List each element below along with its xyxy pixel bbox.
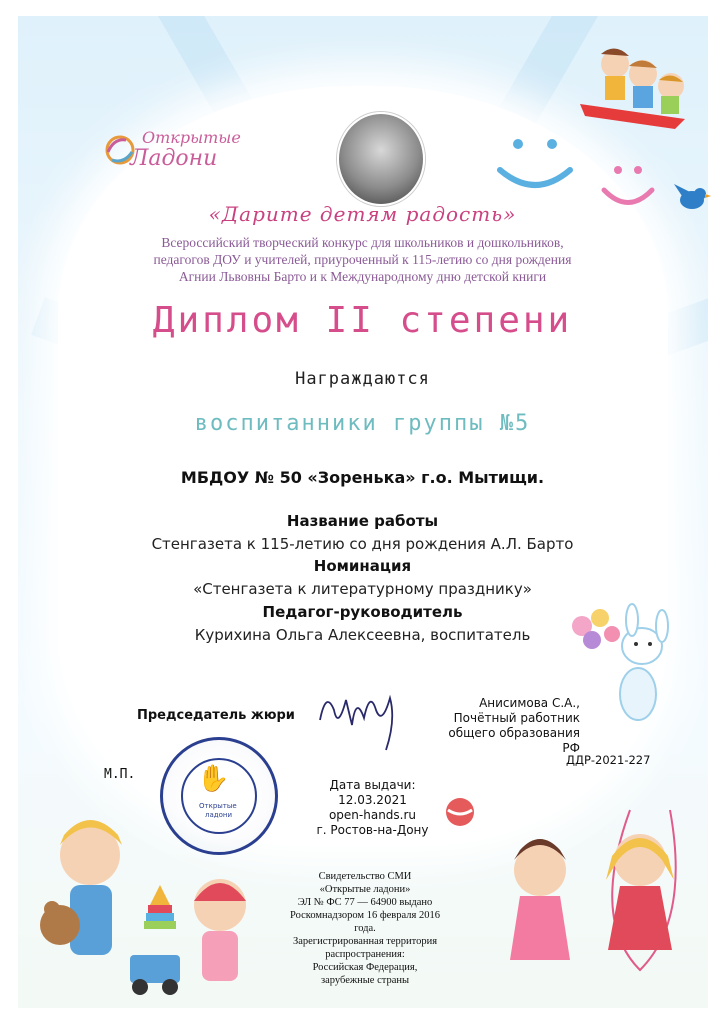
ball-icon [444, 796, 476, 828]
open-palms-logo [100, 120, 260, 180]
media-registration [280, 870, 450, 987]
media-line: Свидетельство СМИ [318, 871, 412, 882]
jury-chairman-title1: Почётный работник [453, 711, 580, 725]
media-line: ЭЛ № ФС 77 — 64900 выдано [297, 897, 433, 908]
issue-website: open-hands.ru [328, 808, 417, 822]
issue-date: Дата выдачи: 12.03.2021 [329, 778, 416, 807]
kids-plane-illustration [575, 34, 695, 134]
media-line: распространения: [325, 949, 405, 960]
jury-signature [316, 680, 406, 755]
teacher-value: Курихина Ольга Алексеевна, воспитатель [194, 626, 531, 644]
nomination-label: Номинация [313, 557, 412, 575]
media-line: Роскомнадзором 16 февраля 2016 года. [290, 910, 440, 934]
smiley-blue-icon [490, 130, 580, 200]
issue-city: г. Ростов-на-Дону [316, 823, 429, 837]
bunny-flowers-illustration [562, 596, 702, 726]
work-title-label: Название работы [286, 512, 439, 530]
girls-jumping-illustration [490, 800, 710, 1000]
contest-subtitle: «Дарите детям радость» [208, 202, 517, 226]
jury-chairman-label: Председатель жюри [137, 708, 295, 723]
logo-text-line1: Открытые [142, 128, 241, 147]
author-portrait [337, 112, 425, 206]
media-line: зарубежные страны [320, 975, 410, 986]
document-code: ДДР-2021-227 [566, 753, 651, 767]
media-line: Зарегистрированная территория [292, 936, 438, 947]
contest-description-line1: Всероссийский творческий конкурс для школьников и дошкольников, [161, 235, 564, 250]
stamp-center-line2: ладони [205, 811, 233, 819]
contest-description-line2: педагогов ДОУ и учителей, приуроченный к 115-летию со дня рождения [153, 252, 572, 267]
issue-info [300, 778, 445, 838]
media-line: Российская Федерация, [312, 962, 418, 973]
hand-icon: ✋ [197, 764, 230, 794]
jury-chairman-title2: общего образования РФ [448, 726, 580, 755]
jury-chairman-info [430, 696, 580, 756]
logo-text-line2: Ладони [130, 146, 218, 171]
media-line: «Открытые ладони» [319, 884, 411, 895]
stamp-place-label: М.П. [104, 767, 136, 782]
work-title-value: Стенгазета к 115-летию со дня рождения А.Л. Барто [151, 535, 574, 553]
nomination-value: «Стенгазета к литературному празднику» [193, 580, 532, 598]
children-toys-illustration [30, 805, 280, 1005]
recipient-name: воспитанники группы №5 [194, 411, 531, 436]
contest-description-line3: Агнии Львовны Барто и к Международному дню детской книги [178, 269, 547, 284]
diploma-title: Диплом II степени [152, 300, 573, 341]
awarded-label: Награждаются [295, 369, 430, 389]
organization-name: МБДОУ № 50 «Зоренька» г.о. Мытищи. [180, 468, 545, 487]
teacher-label: Педагог-руководитель [262, 603, 463, 621]
stamp-center-line1: Открытые [199, 802, 237, 810]
jury-chairman-name: Анисимова С.А., [479, 696, 580, 710]
